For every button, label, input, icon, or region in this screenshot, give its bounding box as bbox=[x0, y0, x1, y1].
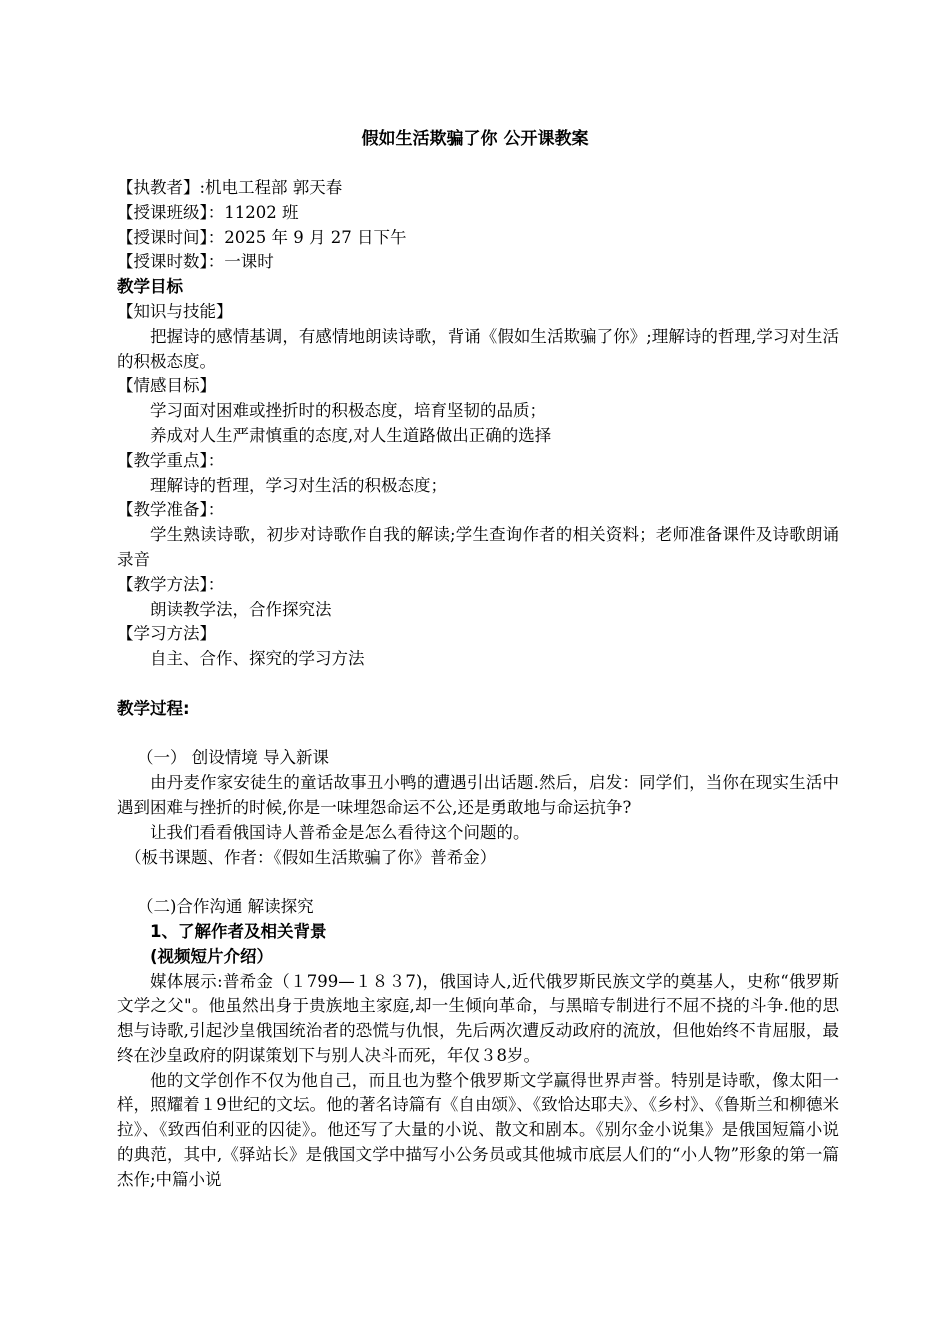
study-heading: 【学习方法】 bbox=[117, 624, 216, 644]
step2-para-2: 他的文学创作不仅为他自己，而且也为整个俄罗斯文学赢得世界声誉。特别是诗歌，像太阳一样，照耀着１9世纪的文坛。他的著名诗篇有《自由颂》、《致恰达耶夫》、《乡村》、《鲁斯兰和柳德米拉》、《致西伯利亚的囚徒》。他还写了大量的小说、散文和剧本。《别尔金小说集》是俄国短篇小说的典范，其中,《驿站长》是俄国文学中描写小公务员或其他城市底层人们的“小人物”形象的第一篇杰作;中篇小说 bbox=[117, 1070, 839, 1189]
step1-para-1: 由丹麦作家安徒生的童话故事丑小鸭的遭遇引出话题.然后，启发：同学们，当你在现实生活中遇到困难与挫折的时候,你是一味埋怨命运不公,还是勇敢地与命运抗争? bbox=[117, 773, 839, 817]
document-title: 假如生活欺骗了你 公开课教案 bbox=[361, 129, 589, 149]
step2-sub1: 1、了解作者及相关背景 bbox=[150, 921, 327, 941]
emotion-heading: 【情感目标】 bbox=[117, 376, 216, 396]
knowledge-text: 把握诗的感情基调，有感情地朗读诗歌，背诵《假如生活欺骗了你》;理解诗的哲理,学习对生活的积极态度。 bbox=[117, 326, 839, 371]
step2-para-1: 媒体展示:普希金（１799—１８３7)，俄国诗人,近代俄罗斯民族文学的奠基人，史称“俄罗斯文学之父"。他虽然出身于贵族地主家庭,却一生倾向革命，与黑暗专制进行不屈不挠的斗争.他的思想与诗歌,引起沙皇俄国统治者的恐慌与仇恨，先后两次遭反动政府的流放，但他始终不肯屈服，最终在沙皇政府的阴谋策划下与别人决斗而死，年仅３8岁。 bbox=[117, 971, 839, 1065]
meta-time: 【授课时间】：2025 年 9 月 27 日下午 bbox=[117, 227, 407, 247]
step1-para-2: 让我们看看俄国诗人普希金是怎么看待这个问题的。 bbox=[150, 822, 530, 842]
goals-heading: 教学目标 bbox=[117, 277, 183, 297]
emotion-line-2: 养成对人生严肃慎重的态度,对人生道路做出正确的选择 bbox=[150, 425, 552, 445]
step1-heading: （一） 创设情境 导入新课 bbox=[137, 748, 329, 768]
spacer bbox=[117, 672, 839, 697]
focus-heading: 【教学重点】： bbox=[117, 450, 225, 470]
spacer bbox=[117, 870, 839, 895]
meta-hours: 【授课时数】：一课时 bbox=[117, 252, 274, 272]
spacer bbox=[117, 722, 839, 747]
step2-heading: （二)合作沟通 解读探究 bbox=[137, 897, 314, 917]
process-heading: 教学过程: bbox=[117, 698, 190, 718]
knowledge-heading: 【知识与技能】 bbox=[117, 301, 233, 321]
focus-text: 理解诗的哲理，学习对生活的积极态度； bbox=[150, 475, 447, 495]
method-heading: 【教学方法】： bbox=[117, 574, 225, 594]
prep-text: 学生熟读诗歌，初步对诗歌作自我的解读;学生查询作者的相关资料；老师准备课件及诗歌朗诵录音 bbox=[117, 525, 839, 569]
meta-class: 【授课班级】：11202 班 bbox=[117, 202, 299, 222]
emotion-line-1: 学习面对困难或挫折时的积极态度，培育坚韧的品质； bbox=[150, 401, 546, 421]
prep-heading: 【教学准备】： bbox=[117, 500, 225, 520]
meta-teacher: 【执教者】:机电工程部 郭天春 bbox=[117, 178, 343, 197]
step2-sub1-note: (视频短片介绍） bbox=[150, 946, 274, 966]
step1-note: （板书课题、作者：《假如生活欺骗了你》普希金） bbox=[125, 847, 497, 867]
method-text: 朗读教学法，合作探究法 bbox=[150, 599, 332, 619]
document-body bbox=[117, 176, 839, 1193]
study-text: 自主、合作、探究的学习方法 bbox=[150, 649, 365, 669]
